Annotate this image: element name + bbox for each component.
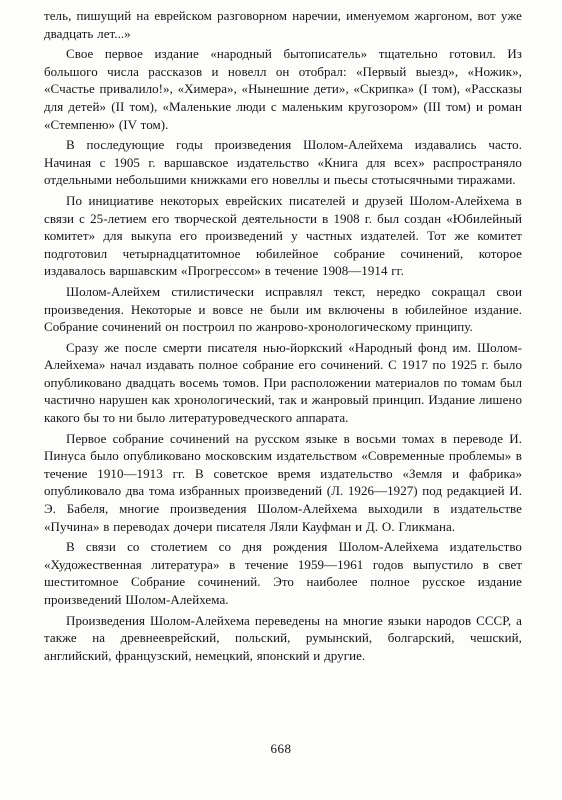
body-text [44,7,522,667]
paragraph-continuation: тель, пишущий на еврейском разговорном наречии, именуемом жаргоном, вот уже двадцать лет...» [44,8,522,41]
paragraph-translations: Произведения Шолом-Алейхема переведены на многие языки народов СССР, а также на древнееврейский, польский, румынский, болгарский, чешский, английский, французский, немецкий, японский и другие. [44,612,522,663]
page-number: 668 [270,741,292,756]
paragraph-jubilee-committee: По инициативе некоторых еврейских писателей и друзей Шолом-Алейхема в связи с 25-летием его творческой деятельности в 1908 г. был создан «Юбилейный комитет» для выкупа его произведений у частных издателей. Тот же комитет подготовил четырнадцатитомное юбилейное собрание сочинений, которое издавалось варшавским «Прогрессом» в течение 1908—1914 гг. [44,192,522,279]
paragraph-centenary-edition: В связи со столетием со дня рождения Шолом-Алейхема издательство «Художественная литература» в течение 1959—1961 годов выпустило в свет шеститомное Собрание сочинений. Это наиболее полное русское издание произведений Шолом-Алейхема. [44,539,522,607]
paragraph-stylistic-edits: Шолом-Алейхем стилистически исправлял текст, нередко сокращал свои произведения. Некоторые и вовсе не были им включены в юбилейное издание. Собрание сочинений он построил по жанрово-хронологическому принципу. [44,283,522,335]
paragraph-subsequent-years: В последующие годы произведения Шолом-Алейхема издавались часто. Начиная с 1905 г. варшавское издательство «Книга для всех» распространяло отдельными небольшими книжками его новеллы и пьесы стотысячными тиражами. [44,137,522,188]
paragraph-russian-translations: Первое собрание сочинений на русском языке в восьми томах в переводе И. Пинуса было опубликовано московским издательством «Современные проблемы» в течение 1910—1913 гг. В советское время издательство «Земля и фабрика» опубликовало два тома избранных произведений (Л. 1926—1927) под редакцией И. Э. Бабеля, многие произведения Шолом-Алейхема выходили в издательстве «Пучина» в переводах дочери писателя Ляли Кауфман и Д. О. Гликмана. [44,430,522,534]
paragraph-new-york-edition: Сразу же после смерти писателя нью-йоркский «Народный фонд им. Шолом-Алейхема» начал издавать полное собрание его сочинений. С 1917 по 1925 г. было опубликовано двадцать восемь томов. При расположении материалов по томам был частично нарушен как хронологический, так и жанровый принцип. Издание лишено какого бы то ни было литературоведческого аппарата. [44,339,522,426]
paragraph-first-edition: Свое первое издание «народный бытописатель» тщательно готовил. Из большого числа рассказов и новелл он отобрал: «Первый выезд», «Ножик», «Счастье привалило!», «Химера», «Нынешние дети», «Скрипка» (I том), «Рассказы для детей» (II том), «Маленькие люди с маленьким кругозором» (III том) и роман «Стемпеню» (IV том). [44,46,522,132]
